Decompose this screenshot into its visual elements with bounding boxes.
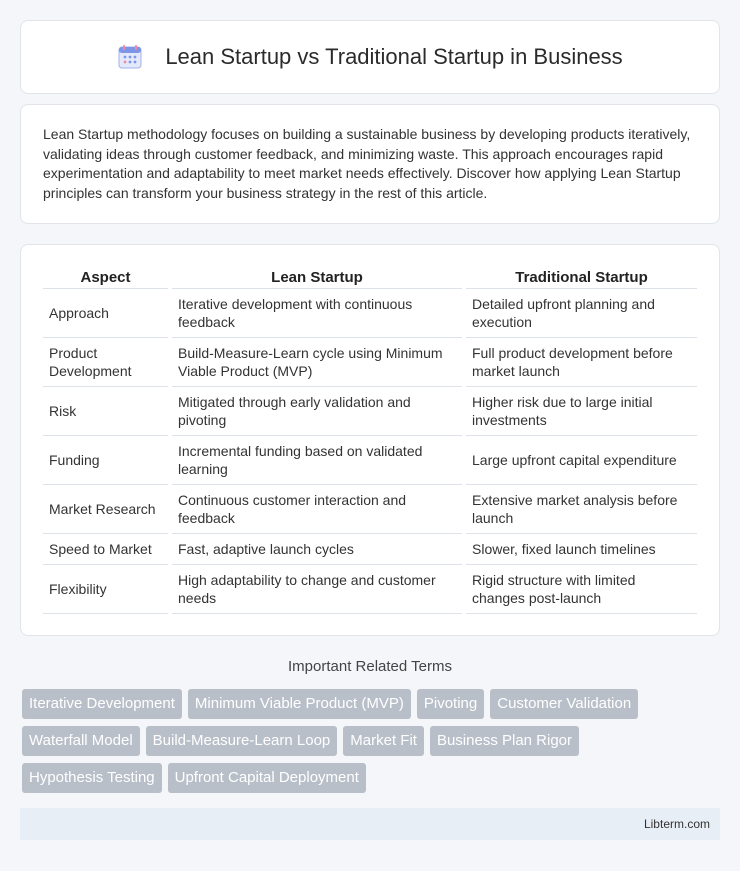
cell-aspect: Funding — [43, 436, 168, 485]
related-terms-list — [22, 689, 722, 793]
table-row — [43, 565, 697, 614]
column-header-aspect: Aspect — [43, 263, 168, 289]
cell-lean: Fast, adaptive launch cycles — [172, 534, 462, 565]
term-tag[interactable]: Business Plan Rigor — [430, 726, 579, 756]
term-tag[interactable]: Minimum Viable Product (MVP) — [188, 689, 411, 719]
cell-traditional: Detailed upfront planning and execution — [466, 289, 697, 338]
intro-card — [20, 104, 720, 224]
cell-lean: Continuous customer interaction and feedback — [172, 485, 462, 534]
cell-aspect: Approach — [43, 289, 168, 338]
table-row — [43, 436, 697, 485]
cell-lean: Iterative development with continuous feedback — [172, 289, 462, 338]
cell-aspect: Market Research — [43, 485, 168, 534]
table-row — [43, 534, 697, 565]
term-tag[interactable]: Market Fit — [343, 726, 424, 756]
cell-lean: Build-Measure-Learn cycle using Minimum Viable Product (MVP) — [172, 338, 462, 387]
cell-traditional: Large upfront capital expenditure — [466, 436, 697, 485]
cell-traditional: Higher risk due to large initial investments — [466, 387, 697, 436]
header-card — [20, 20, 720, 94]
term-tag[interactable]: Hypothesis Testing — [22, 763, 162, 793]
footer-site-link[interactable]: Libterm.com — [643, 817, 710, 831]
cell-lean: Mitigated through early validation and pivoting — [172, 387, 462, 436]
cell-aspect: Product Development — [43, 338, 168, 387]
page-title: Lean Startup vs Traditional Startup in Business — [165, 44, 623, 69]
intro-text: Lean Startup methodology focuses on building a sustainable business by developing products iteratively, validating ideas through customer feedback, and minimizing waste. This approach encourages rapid experimentation and adaptability to meet market needs effectively. Discover how applying Lean Startup principles can transform your business strategy in the rest of this article. — [43, 126, 691, 201]
comparison-table-card — [20, 244, 720, 636]
table-header-row — [43, 263, 697, 289]
cell-aspect: Speed to Market — [43, 534, 168, 565]
calendar-icon — [117, 44, 143, 70]
cell-traditional: Slower, fixed launch timelines — [466, 534, 697, 565]
table-row — [43, 387, 697, 436]
related-terms-title: Important Related Terms — [288, 658, 452, 675]
table-row — [43, 338, 697, 387]
cell-lean: High adaptability to change and customer needs — [172, 565, 462, 614]
table-row — [43, 289, 697, 338]
cell-aspect: Risk — [43, 387, 168, 436]
term-tag[interactable]: Pivoting — [417, 689, 484, 719]
column-header-lean: Lean Startup — [172, 263, 462, 289]
cell-aspect: Flexibility — [43, 565, 168, 614]
term-tag[interactable]: Waterfall Model — [22, 726, 140, 756]
column-header-traditional: Traditional Startup — [466, 263, 697, 289]
table-row — [43, 485, 697, 534]
cell-traditional: Full product development before market launch — [466, 338, 697, 387]
cell-lean: Incremental funding based on validated learning — [172, 436, 462, 485]
term-tag[interactable]: Iterative Development — [22, 689, 182, 719]
term-tag[interactable]: Upfront Capital Deployment — [168, 763, 366, 793]
cell-traditional: Extensive market analysis before launch — [466, 485, 697, 534]
cell-traditional: Rigid structure with limited changes post-launch — [466, 565, 697, 614]
term-tag[interactable]: Customer Validation — [490, 689, 638, 719]
term-tag[interactable]: Build-Measure-Learn Loop — [146, 726, 338, 756]
comparison-table — [39, 263, 701, 614]
footer — [20, 808, 720, 840]
